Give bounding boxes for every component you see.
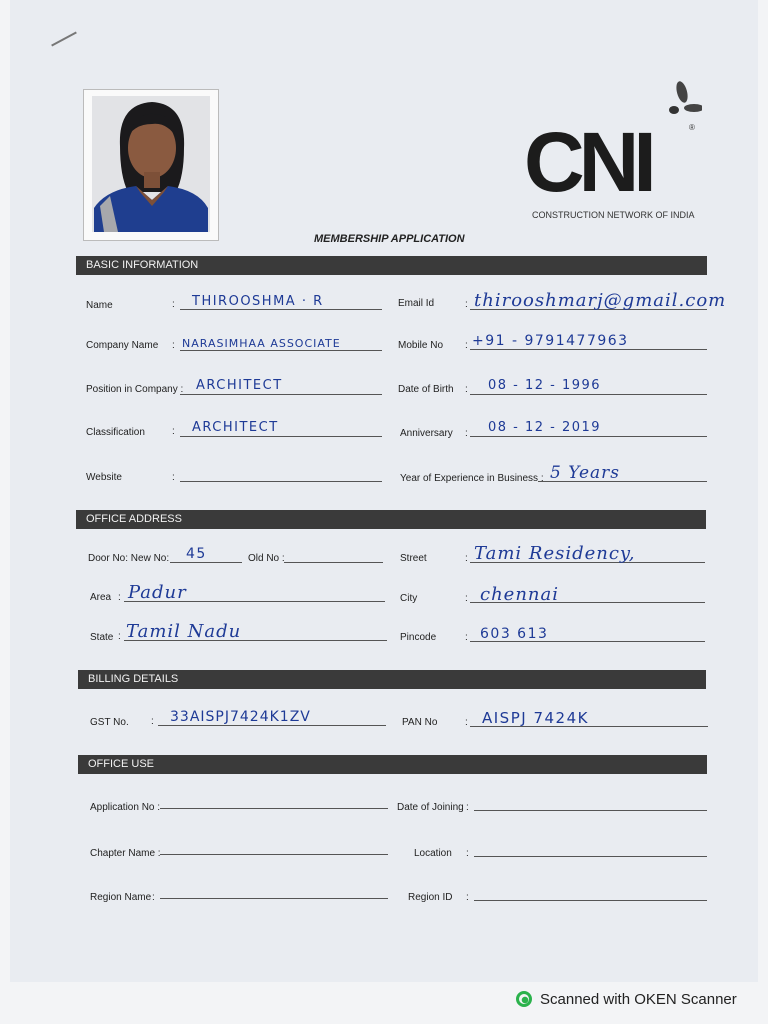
classification-line [180,436,382,437]
region-name-line [160,898,388,899]
logo-registered: ® [689,123,695,132]
city-value: chennai [480,584,559,605]
applicant-photo [83,89,219,241]
old-no-line [284,562,383,563]
section-office-address: OFFICE ADDRESS [76,510,706,529]
section-office-use: OFFICE USE [78,755,707,774]
region-name-label: Region Name [90,892,152,903]
colon: : [465,593,468,604]
street-value: Tami Residency, [474,543,636,564]
street-label: Street [400,553,427,564]
city-label: City [400,593,418,604]
state-label: State [90,632,114,643]
scanner-logo-icon [516,991,532,1007]
scanner-watermark-text: Scanned with OKEN Scanner [540,991,737,1008]
mobile-value: +91 - 9791477963 [472,333,629,349]
colon: : [466,892,469,903]
company-line [180,350,382,351]
dob-value: 08 - 12 - 1996 [488,378,602,393]
pan-value: AISPJ 7424K [482,709,589,727]
company-label: Company Name [86,340,159,351]
section-billing-details: BILLING DETAILS [78,670,706,689]
state-value: Tamil Nadu [126,621,242,642]
colon: : [465,632,468,643]
colon: : [151,716,154,727]
experience-value: 5 Years [550,463,621,483]
colon: : [118,592,121,603]
colon: : [152,892,155,903]
area-label: Area [90,592,112,603]
anniversary-line [470,436,707,437]
name-line [180,309,382,310]
region-id-line [474,900,707,901]
colon: : [172,426,175,437]
position-line [180,394,382,395]
area-value: Padur [128,582,187,603]
region-id-label: Region ID [408,892,453,903]
pincode-value: 603 613 [480,626,549,642]
pan-label: PAN No [402,717,438,728]
name-value: THIROOSHMA · R [192,294,324,309]
email-label: Email Id [398,298,435,309]
portrait-graphic [92,96,210,232]
position-label: Position in Company : [86,384,184,395]
company-value: NARASIMHAA ASSOCIATE [182,337,341,350]
colon: : [465,384,468,395]
logo-mark-icon [662,80,702,130]
application-no-line [160,808,388,809]
colon: : [465,299,468,310]
logo-wordmark: CNI [524,115,651,209]
anniversary-value: 08 - 12 - 2019 [488,420,602,435]
anniversary-label: Anniversary [400,428,453,439]
date-of-joining-line [474,810,707,811]
gst-line [158,725,386,726]
colon: : [172,299,175,310]
dob-label: Date of Birth [398,384,454,395]
door-label: Door No: New No: [88,553,170,564]
dob-line [470,394,707,395]
logo-subtitle: CONSTRUCTION NETWORK OF INDIA [532,210,695,220]
classification-label: Classification [86,427,145,438]
name-label: Name [86,300,113,311]
colon: : [172,340,175,351]
pincode-label: Pincode [400,632,437,643]
experience-label: Year of Experience in Business : [400,473,544,484]
form-title: MEMBERSHIP APPLICATION [314,233,465,245]
gst-value: 33AISPJ7424K1ZV [170,709,311,725]
colon: : [466,802,469,813]
chapter-name-label: Chapter Name : [90,848,161,859]
colon: : [465,553,468,564]
location-label: Location [414,848,452,859]
website-line [180,481,382,482]
location-line [474,856,707,857]
scanner-watermark [516,991,737,1008]
chapter-name-line [160,854,388,855]
colon: : [465,717,468,728]
application-no-label: Application No : [90,802,161,813]
cni-logo [524,80,714,225]
door-line [170,562,242,563]
section-basic-information: BASIC INFORMATION [76,256,707,275]
colon: : [118,631,121,642]
photo-image [92,96,210,232]
gst-label: GST No. [90,717,129,728]
colon: : [465,340,468,351]
email-value: thirooshmarj@gmail.com [474,290,727,311]
mobile-label: Mobile No [398,340,444,351]
date-of-joining-label: Date of Joining [397,802,464,813]
colon: : [465,428,468,439]
mobile-line [470,349,707,350]
door-value: 45 [186,546,207,562]
website-label: Website [86,472,122,483]
colon: : [466,848,469,859]
classification-value: ARCHITECT [192,420,279,435]
old-no-label: Old No : [248,553,285,564]
position-value: ARCHITECT [196,378,283,393]
colon: : [172,472,175,483]
